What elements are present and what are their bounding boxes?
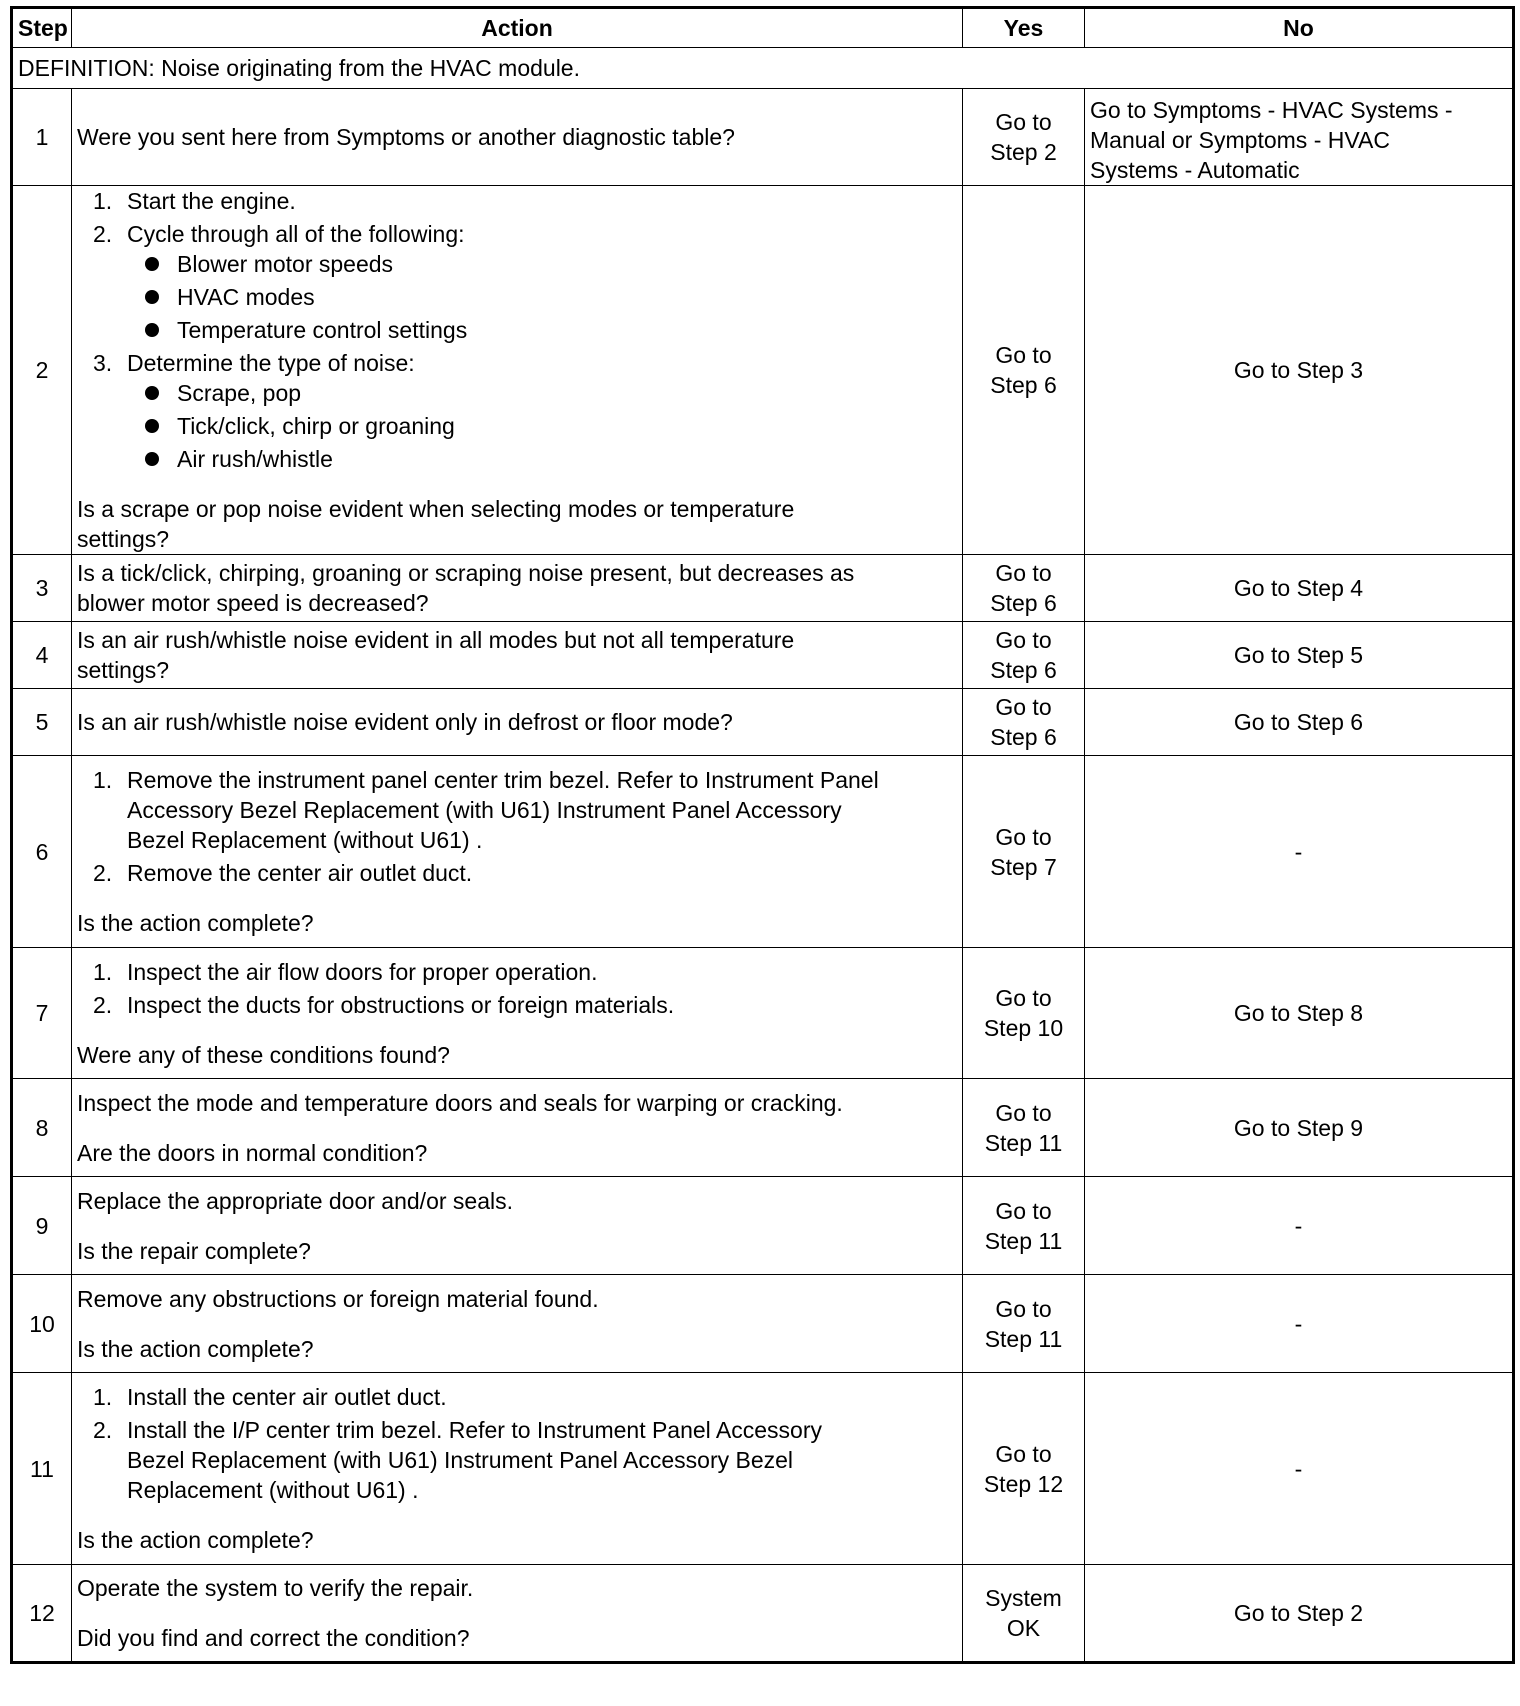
list-item-text: 2. Install the I/P center trim bezel. Refer to Instrument Panel Accessory <box>127 1417 822 1443</box>
no-cell: - <box>1085 1177 1514 1275</box>
bullet-item: HVAC modes <box>177 282 957 312</box>
no-text: Systems - Automatic <box>1090 157 1300 183</box>
table-row <box>12 1177 1514 1275</box>
step-number: 5 <box>12 689 72 756</box>
no-text: Go to Symptoms - HVAC Systems - <box>1090 97 1453 123</box>
step-list <box>77 1382 957 1505</box>
yes-text: Go to <box>995 823 1052 850</box>
yes-text: Go to <box>995 694 1052 720</box>
action-text: Operate the system to verify the repair. <box>77 1575 474 1601</box>
question-text: Is the action complete? <box>77 1527 314 1553</box>
table-row <box>12 622 1514 689</box>
yes-cell <box>963 622 1085 689</box>
question-line: Is an air rush/whistle noise evident in all modes but not all temperature <box>77 627 795 653</box>
yes-cell <box>963 689 1085 756</box>
yes-cell <box>963 1177 1085 1275</box>
no-cell: Go to Step 8 <box>1085 948 1514 1079</box>
yes-text: Go to <box>995 1440 1052 1467</box>
question-line: Is a tick/click, chirping, groaning or scraping noise present, but decreases as <box>77 560 855 586</box>
yes-text: Go to <box>995 560 1052 586</box>
bullet-item: Tick/click, chirp or groaning <box>177 411 957 441</box>
bullet-item: Temperature control settings <box>177 315 957 345</box>
step-list <box>77 957 957 1020</box>
yes-text: Step 11 <box>984 1227 1063 1254</box>
no-cell: Go to Step 2 <box>1085 1565 1514 1663</box>
action-text: Inspect the mode and temperature doors and seals for warping or cracking. <box>77 1089 843 1116</box>
yes-text: Step 6 <box>990 724 1057 750</box>
table-row <box>12 186 1514 555</box>
list-item-text: Determine the type of noise: <box>127 350 415 376</box>
action-cell <box>72 1373 963 1565</box>
step-number: 2 <box>12 186 72 555</box>
action-text: Remove any obstructions or foreign material found. <box>77 1285 599 1312</box>
table-row <box>12 555 1514 622</box>
yes-cell <box>963 1275 1085 1373</box>
header-yes: Yes <box>963 8 1085 48</box>
yes-text: Step 2 <box>990 139 1057 165</box>
step-number: 6 <box>12 756 72 948</box>
step-number: 7 <box>12 948 72 1079</box>
yes-text: OK <box>1006 1615 1041 1641</box>
step-number: 3 <box>12 555 72 622</box>
step-number: 9 <box>12 1177 72 1275</box>
action-cell <box>72 186 963 555</box>
list-item-text: Inspect the ducts for obstructions or foreign materials. <box>127 991 675 1018</box>
yes-cell <box>963 1373 1085 1565</box>
table-row <box>12 89 1514 186</box>
no-cell: Go to Step 4 <box>1085 555 1514 622</box>
action-cell <box>72 756 963 948</box>
question-text: Were you sent here from Symptoms or another diagnostic table? <box>77 124 735 150</box>
no-cell: Go to Step 3 <box>1085 186 1514 555</box>
question-line: blower motor speed is decreased? <box>77 590 429 616</box>
yes-text: Step 11 <box>984 1325 1063 1352</box>
action-cell <box>72 1177 963 1275</box>
table-row <box>12 1373 1514 1565</box>
step-number: 11 <box>12 1373 72 1565</box>
yes-text: Go to <box>995 1295 1052 1322</box>
list-item-text: Replacement (without U61) . <box>127 1477 419 1503</box>
list-item <box>127 219 957 345</box>
yes-text: Step 10 <box>983 1015 1064 1041</box>
header-row <box>12 8 1514 48</box>
list-item-text: Cycle through all of the following: <box>127 221 465 247</box>
step-number: 1 <box>12 89 72 186</box>
question-text: Is the action complete? <box>77 1335 314 1362</box>
list-item <box>127 990 957 1020</box>
yes-text: Step 6 <box>990 657 1057 683</box>
header-action: Action <box>72 8 963 48</box>
yes-text: Go to <box>995 1197 1052 1224</box>
action-cell <box>72 689 963 756</box>
yes-text: Step 6 <box>990 590 1057 616</box>
list-item-text: 1. Remove the instrument panel center trim bezel. Refer to Instrument Panel <box>127 767 879 793</box>
step-number: 10 <box>12 1275 72 1373</box>
bullet-item: Air rush/whistle <box>177 444 957 474</box>
question-text <box>77 494 957 554</box>
list-item-text: Accessory Bezel Replacement (with U61) Instrument Panel Accessory <box>127 797 842 823</box>
question-text: Were any of these conditions found? <box>77 1041 450 1068</box>
question-text: Is the action complete? <box>77 910 314 936</box>
yes-text: Step 7 <box>990 853 1057 880</box>
action-text: Replace the appropriate door and/or seals. <box>77 1187 514 1214</box>
header-step: Step <box>12 8 72 48</box>
action-cell <box>72 89 963 186</box>
yes-cell <box>963 186 1085 555</box>
bullet-item: Scrape, pop <box>177 378 957 408</box>
table-row <box>12 1565 1514 1663</box>
diagnostic-table <box>10 6 1515 1664</box>
list-item <box>127 765 957 855</box>
action-cell <box>72 1275 963 1373</box>
list-item-text: Bezel Replacement (without U61) . <box>127 827 483 853</box>
action-cell <box>72 1079 963 1177</box>
yes-text: Go to <box>995 1099 1052 1126</box>
yes-text: Go to <box>995 985 1052 1011</box>
action-cell <box>72 622 963 689</box>
question-text: Is an air rush/whistle noise evident only in defrost or floor mode? <box>77 709 733 735</box>
table-row <box>12 689 1514 756</box>
list-item-text: 2. Remove the center air outlet duct. <box>127 860 473 886</box>
no-cell: Go to Step 6 <box>1085 689 1514 756</box>
list-item-text: Bezel Replacement (with U61) Instrument Panel Accessory Bezel <box>127 1447 794 1473</box>
question-line: Is a scrape or pop noise evident when selecting modes or temperature <box>77 496 795 522</box>
no-cell: - <box>1085 1373 1514 1565</box>
list-item <box>127 1415 957 1505</box>
no-cell <box>1085 89 1514 186</box>
yes-text: Go to <box>995 109 1052 135</box>
definition-text: DEFINITION: Noise originating from the HVAC module. <box>12 48 1514 89</box>
list-item-text: Start the engine. <box>127 188 296 214</box>
definition-row <box>12 48 1514 89</box>
list-item <box>127 858 957 888</box>
list-item <box>127 1382 957 1412</box>
question-text: Did you find and correct the condition? <box>77 1625 470 1651</box>
yes-cell <box>963 1565 1085 1663</box>
no-cell: - <box>1085 1275 1514 1373</box>
step-list <box>77 765 957 888</box>
yes-cell <box>963 1079 1085 1177</box>
bullet-list <box>127 249 957 345</box>
step-list <box>77 186 957 474</box>
yes-cell <box>963 555 1085 622</box>
yes-text: System <box>985 1585 1062 1611</box>
yes-text: Go to <box>995 627 1052 653</box>
yes-text: Go to <box>995 342 1052 368</box>
yes-cell <box>963 948 1085 1079</box>
list-item-text: Inspect the air flow doors for proper operation. <box>127 958 598 985</box>
no-text: Manual or Symptoms - HVAC <box>1090 127 1390 153</box>
table-row <box>12 756 1514 948</box>
yes-cell <box>963 89 1085 186</box>
no-cell: Go to Step 9 <box>1085 1079 1514 1177</box>
step-number: 12 <box>12 1565 72 1663</box>
question-line: settings? <box>77 657 170 683</box>
table-row <box>12 1275 1514 1373</box>
header-no: No <box>1085 8 1514 48</box>
step-number: 4 <box>12 622 72 689</box>
step-number: 8 <box>12 1079 72 1177</box>
bullet-item: Blower motor speeds <box>177 249 957 279</box>
question-line: settings? <box>77 526 170 552</box>
no-cell: - <box>1085 756 1514 948</box>
list-item <box>127 186 957 216</box>
action-cell <box>72 555 963 622</box>
list-item <box>127 348 957 474</box>
question-text: Is the repair complete? <box>77 1237 311 1264</box>
yes-text: Step 6 <box>990 372 1057 398</box>
bullet-list <box>127 378 957 474</box>
yes-text: Step 12 <box>983 1470 1064 1497</box>
table-row <box>12 948 1514 1079</box>
table-row <box>12 1079 1514 1177</box>
yes-cell <box>963 756 1085 948</box>
yes-text: Step 11 <box>984 1129 1063 1156</box>
list-item-text: 1. Install the center air outlet duct. <box>127 1384 447 1410</box>
no-cell: Go to Step 5 <box>1085 622 1514 689</box>
diagnostic-table-page <box>10 6 1512 1664</box>
action-cell <box>72 948 963 1079</box>
list-item <box>127 957 957 987</box>
action-cell <box>72 1565 963 1663</box>
question-text: Are the doors in normal condition? <box>77 1139 428 1166</box>
